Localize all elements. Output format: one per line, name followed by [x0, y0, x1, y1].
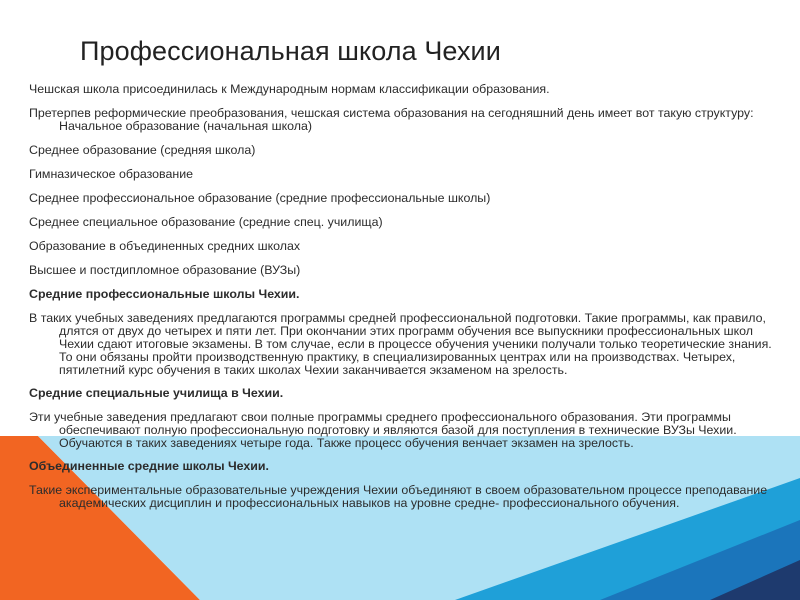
list-item-special: Среднее специальное образование (средние спец. училища)	[29, 215, 383, 229]
paragraph-vocational-schools: В таких учебных заведениях предлагаются программы средней профессиональной подготовки. Такие программы, как правило, длятся от двух до четырех и пяти лет. При окончании этих программ обучения все выпускники профессиональных школ Чехии сдают итоговые экзамены. В том случае, если в процессе обучения ученики получали только теоретические знания. То они обязаны пройти производственную практику, в специализированных центрах или на производствах. Четырех, пятилетний курс обучения в таких школах Чехии заканчивается экзаменом на зрелость.	[29, 311, 772, 377]
paragraph-special-schools: Эти учебные заведения предлагают свои полные программы среднего профессионального образования. Эти программы обеспечивают полную профессиональную подготовку и являются базой для поступления в технические ВУЗы Чехии. Обучаются в таких заведениях четыре года. Также процесс обучения венчает экзамен на зрелость.	[29, 410, 737, 450]
heading-vocational-schools: Средние профессиональные школы Чехии.	[29, 287, 300, 301]
paragraph-structure	[29, 107, 781, 133]
heading-special-schools: Средние специальные училища в Чехии.	[29, 386, 284, 400]
list-item-vocational: Среднее профессиональное образование (средние профессиональные школы)	[29, 191, 491, 205]
structure-primary: Начальное образование (начальная школа)	[59, 119, 313, 133]
paragraph-intro: Чешская школа присоединилась к Международным нормам классификации образования.	[29, 82, 550, 96]
paragraph-united-schools: Такие экспериментальные образовательные учреждения Чехии объединяют в своем образовательном процессе преподавание академических дисциплин и профессиональных навыков на уровне средне- профессионального обучения.	[29, 483, 768, 510]
list-item-higher: Высшее и постдипломное образование (ВУЗы)	[29, 263, 301, 277]
list-item-gymnasium: Гимназическое образование	[29, 167, 194, 181]
slide-content	[29, 83, 781, 521]
slide-title: Профессиональная школа Чехии	[80, 36, 501, 66]
list-item-secondary: Среднее образование (средняя школа)	[29, 143, 256, 157]
structure-text: Претерпев реформические преобразования, чешская система образования на сегодняшний день имеет вот такую структуру:	[29, 106, 754, 120]
list-item-united: Образование в объединенных средних школах	[29, 239, 301, 253]
heading-united-schools: Объединенные средние школы Чехии.	[29, 459, 269, 473]
